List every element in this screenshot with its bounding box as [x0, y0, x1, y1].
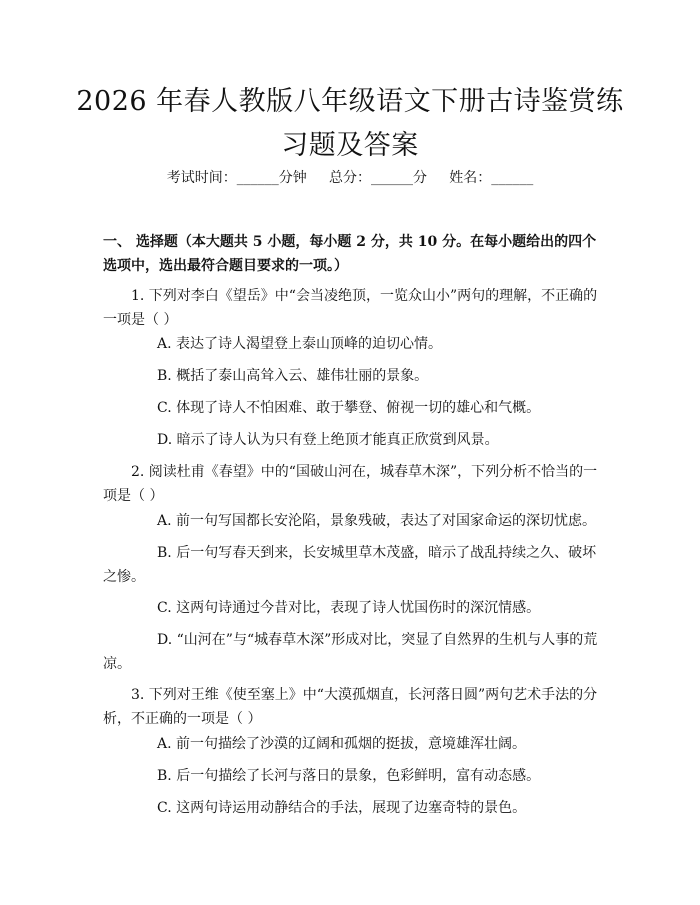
option: A. 表达了诗人渴望登上泰山顶峰的迫切心情。 [157, 336, 443, 352]
title-line-2: 习题及答案 [281, 130, 419, 161]
option: C. 这两句诗运用动静结合的手法，展现了边塞奇特的景色。 [157, 800, 527, 816]
exam-info: 考试时间：______分钟 总分：______分 姓名：______ [166, 170, 534, 186]
title-line-1: 2026 年春人教版八年级语文下册古诗鉴赏练 [76, 86, 624, 117]
option: B. 后一句描绘了长河与落日的景象，色彩鲜明，富有动态感。 [157, 768, 541, 784]
option: B. 后一句写春天到来，长安城里草木茂盛，暗示了战乱持续之久、破坏之惨。 [103, 545, 597, 585]
section-heading: 一、 选择题（本大题共 5 小题，每小题 2 分，共 10 分。在每小题给出的四个选项中，选出最符合题目要求的一项。） [103, 234, 597, 274]
option: D. 暗示了诗人认为只有登上绝顶才能真正欣赏到风景。 [157, 432, 499, 448]
option: D. “山河在”与“城春草木深”形成对比，突显了自然界的生机与人事的荒凉。 [103, 632, 598, 672]
option: A. 前一句描绘了沙漠的辽阔和孤烟的挺拔，意境雄浑壮阔。 [157, 736, 527, 752]
option: C. 体现了诗人不怕困难、敢于攀登、俯视一切的雄心和气概。 [157, 400, 541, 416]
question-stem: 1. 下列对李白《望岳》中“会当凌绝顶，一览众山小”两句的理解，不正确的一项是（ ） [103, 288, 598, 328]
option: B. 概括了泰山高耸入云、雄伟壮丽的景象。 [157, 368, 429, 384]
question-stem: 2. 阅读杜甫《春望》中的“国破山河在，城春草木深”，下列分析不恰当的一项是（ ） [103, 464, 598, 504]
option: C. 这两句诗通过今昔对比，表现了诗人忧国伤时的深沉情感。 [157, 600, 541, 616]
document-title [60, 80, 640, 168]
question-stem: 3. 下列对王维《使至塞上》中“大漠孤烟直，长河落日圆”两句艺术手法的分析，不正确的一项是（ ） [103, 687, 598, 727]
option: A. 前一句写国都长安沦陷，景象残破，表达了对国家命运的深切忧虑。 [157, 513, 597, 529]
